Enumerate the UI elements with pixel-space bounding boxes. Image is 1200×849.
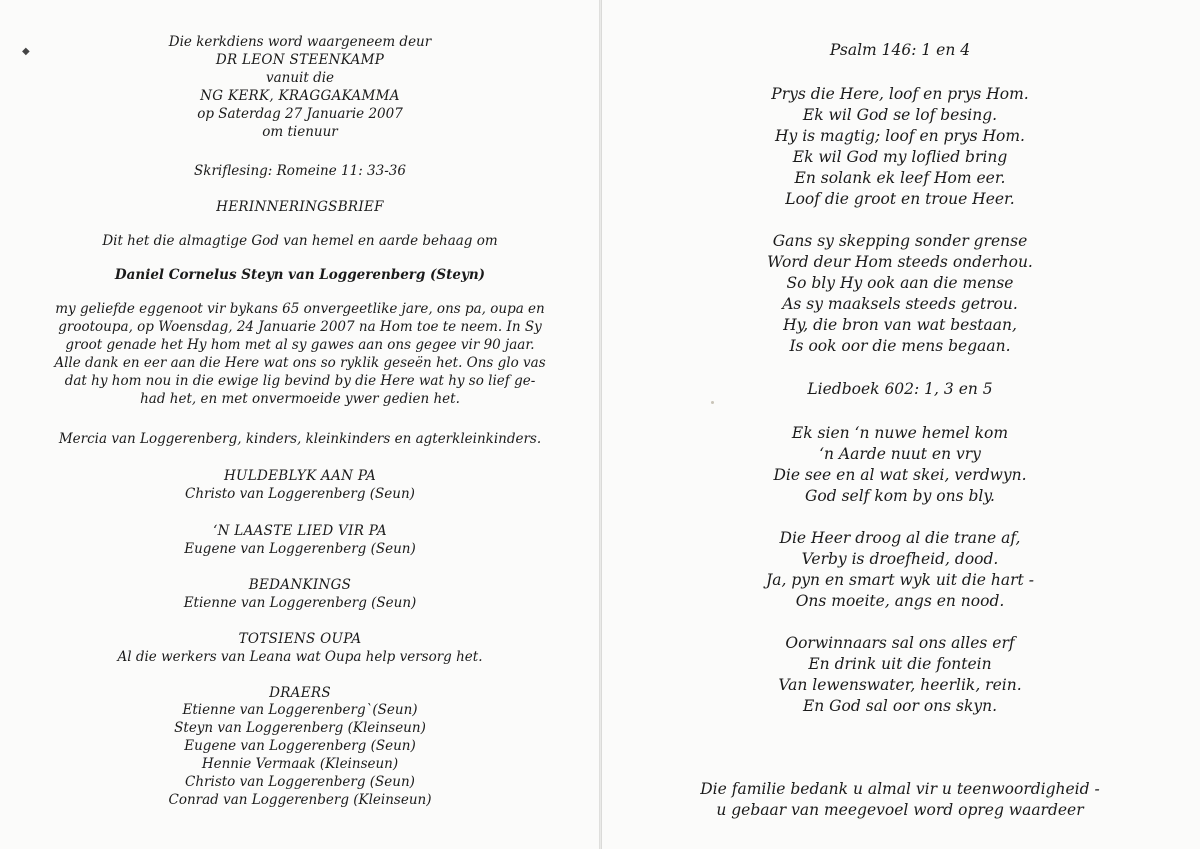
hymn-line: En drink uit die fontein [808,655,992,673]
deceased-name: Daniel Cornelus Steyn van Loggerenberg (Steyn) [114,267,486,283]
hymn-line: Van lewenswater, heerlik, rein. [778,676,1022,694]
stray-mark: ◆ [22,46,30,57]
left-page [20,0,580,849]
pallbearer: Eugene van Loggerenberg (Seun) [184,738,416,754]
pallbearer: Etienne van Loggerenberg`(Seun) [182,702,418,718]
closing-thanks: u gebaar van meegevoel word opreg waardeer [716,801,1084,819]
minister-name: DR LEON STEENKAMP [215,52,385,68]
service-intro-line: Die kerkdiens word waargeneem deur [168,34,432,50]
letter-heading: HERINNERINGSBRIEF [216,199,384,215]
hymn-line: Die see en al wat skei, verdwyn. [773,466,1027,484]
pallbearer: Christo van Loggerenberg (Seun) [185,774,415,790]
service-date: op Saterdag 27 Januarie 2007 [197,106,403,122]
program-heading: BEDANKINGS [248,577,352,593]
psalm-line: Prys die Here, loof en prys Hom. [771,85,1029,103]
psalm-line: Ek wil God my loflied bring [792,148,1008,166]
service-intro-line: vanuit die [265,70,335,86]
psalm-title: Psalm 146: 1 en 4 [829,41,971,59]
psalm-line: Word deur Hom steeds onderhou. [767,253,1033,271]
psalm-line: Loof die groot en troue Heer. [785,190,1015,208]
hymn-line: Ja, pyn en smart wyk uit die hart - [766,571,1034,589]
page-fold [599,0,602,849]
right-page [620,0,1180,849]
program-heading: HULDEBLYK AAN PA [223,468,377,484]
program-person: Christo van Loggerenberg (Seun) [185,486,415,502]
hymn-line: En God sal oor ons skyn. [802,697,998,715]
program-person: Etienne van Loggerenberg (Seun) [183,595,417,611]
psalm-line: Ek wil God se lof besing. [802,106,998,124]
psalm-line: Is ook oor die mens begaan. [789,337,1011,355]
letter-body-line: dat hy hom nou in die ewige lig bevind by die Here wat hy so lief ge- [64,373,536,389]
psalm-line: Gans sy skepping sonder grense [772,232,1028,250]
pallbearer: Hennie Vermaak (Kleinseun) [201,756,399,772]
psalm-line: Hy, die bron van wat bestaan, [783,316,1017,334]
letter-body-line: my geliefde eggenoot vir bykans 65 onvergeetlike jare, ons pa, oupa en [55,301,545,317]
letter-body-line: Alle dank en eer aan die Here wat ons so ryklik geseën het. Ons glo vas [54,355,546,371]
program-person: Eugene van Loggerenberg (Seun) [184,541,416,557]
letter-body-line: had het, en met onvermoeide ywer gedien het. [140,391,460,407]
hymn-line: Ons moeite, angs en nood. [795,592,1005,610]
closing-thanks: Die familie bedank u almal vir u teenwoordigheid - [700,780,1100,798]
service-time: om tienuur [262,124,338,140]
program-heading: ‘N LAASTE LIED VIR PA [213,523,387,539]
program-person: Al die werkers van Leana wat Oupa help versorg het. [117,649,483,665]
hymn-line: Die Heer droog al die trane af, [779,529,1021,547]
psalm-line: So bly Hy ook aan die mense [786,274,1014,292]
hymn-line: Oorwinnaars sal ons alles erf [785,634,1015,652]
pallbearer: Conrad van Loggerenberg (Kleinseun) [168,792,432,808]
church-name: NG KERK, KRAGGAKAMMA [200,88,400,104]
hymn-line: ‘n Aarde nuut en vry [819,445,981,463]
pallbearer: Steyn van Loggerenberg (Kleinseun) [174,720,426,736]
letter-intro: Dit het die almagtige God van hemel en aarde behaag om [102,233,498,249]
psalm-line: En solank ek leef Hom eer. [794,169,1006,187]
hymn-line: Ek sien ‘n nuwe hemel kom [791,424,1009,442]
hymn-line: Verby is droefheid, dood. [801,550,999,568]
program-heading: TOTSIENS OUPA [238,631,362,647]
hymn-title: Liedboek 602: 1, 3 en 5 [807,380,993,398]
psalm-line: Hy is magtig; loof en prys Hom. [775,127,1025,145]
letter-body-line: grootoupa, op Woensdag, 24 Januarie 2007 na Hom toe te neem. In Sy [58,319,542,335]
hymn-line: God self kom by ons bly. [805,487,995,505]
scripture-reading: Skriflesing: Romeine 11: 33-36 [194,163,406,179]
family-signature: Mercia van Loggerenberg, kinders, kleinkinders en agterkleinkinders. [58,431,542,447]
psalm-line: As sy maaksels steeds getrou. [782,295,1018,313]
pallbearers-heading: DRAERS [269,685,331,701]
letter-body-line: groot genade het Hy hom met al sy gawes aan ons gegee vir 90 jaar. [65,337,535,353]
